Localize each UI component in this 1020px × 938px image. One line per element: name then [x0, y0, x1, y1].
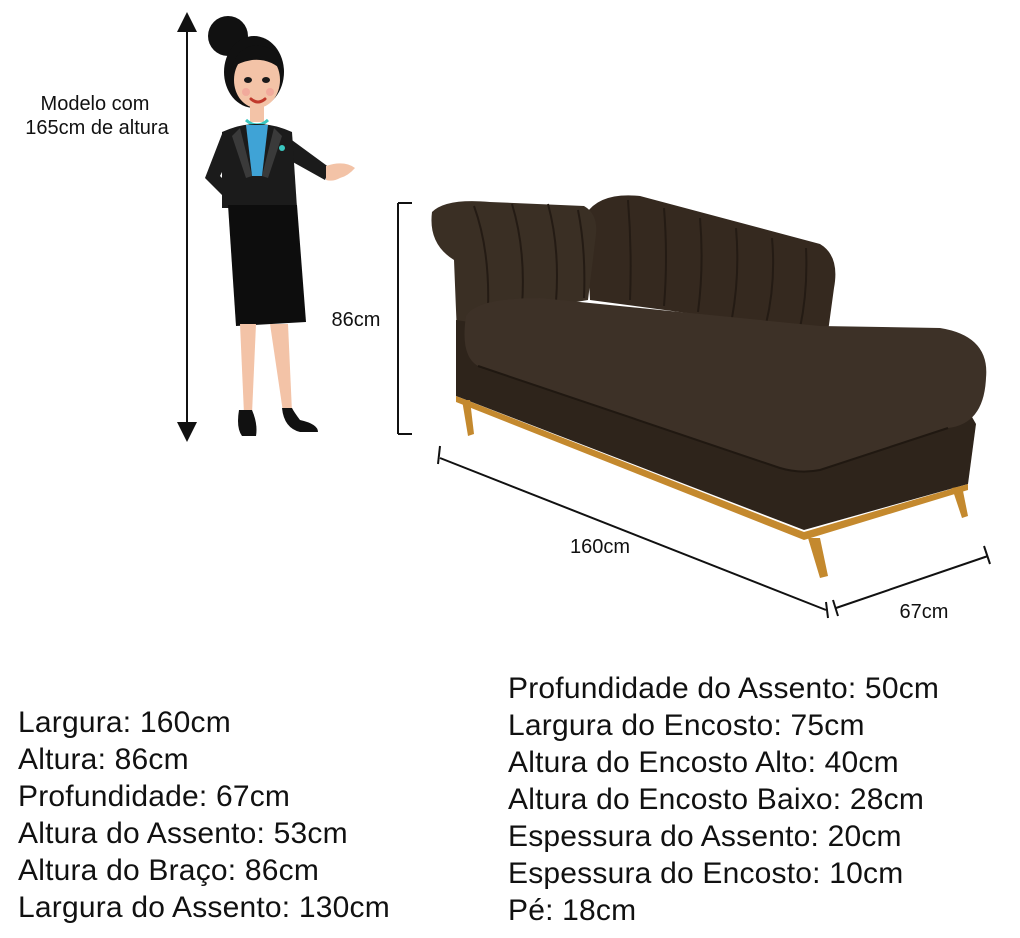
- spec-item: Altura do Encosto Alto: 40cm: [508, 746, 899, 779]
- spec-item: Espessura do Assento: 20cm: [508, 820, 902, 853]
- spec-item: Altura do Braço: 86cm: [18, 854, 320, 887]
- width-label: 160cm: [569, 536, 631, 558]
- spec-item: Largura do Encosto: 75cm: [508, 709, 865, 742]
- model-woman-illustration: [205, 16, 355, 436]
- spec-item: Largura do Assento: 130cm: [18, 891, 390, 924]
- specs-list-left: [18, 704, 390, 926]
- chaise-sofa-illustration: [431, 195, 986, 578]
- specs-list-right: [508, 670, 939, 929]
- spec-item: Largura: 160cm: [18, 706, 231, 739]
- spec-item: Altura do Assento: 53cm: [18, 817, 348, 850]
- model-label-line-2: 165cm de altura: [25, 117, 169, 139]
- spec-item: Altura do Encosto Baixo: 28cm: [508, 783, 925, 816]
- spec-item: Profundidade do Assento: 50cm: [508, 672, 940, 705]
- sofa-height-bracket: [398, 203, 412, 434]
- spec-item: Pé: 18cm: [508, 894, 637, 927]
- depth-label: 67cm: [899, 601, 949, 623]
- height-label: 86cm: [331, 309, 381, 331]
- spec-item: Altura: 86cm: [18, 743, 189, 776]
- model-label-line-1: Modelo com: [40, 93, 150, 115]
- spec-item: Profundidade: 67cm: [18, 780, 291, 813]
- spec-item: Espessura do Encosto: 10cm: [508, 857, 904, 890]
